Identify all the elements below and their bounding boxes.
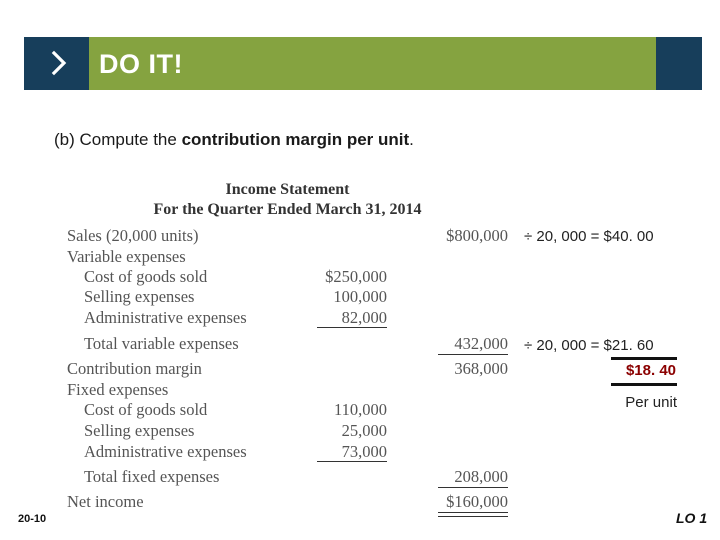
row-label-selling-fixed: Selling expenses [84,421,195,440]
contribution-margin-per-unit: $18. 40 [625,362,676,379]
chevron-right-icon [46,50,72,76]
slide-number: 20-10 [18,513,47,525]
banner-left-block [24,37,89,90]
admin-variable-amount: 82,000 [341,308,387,327]
selling-fixed-amount: 25,000 [341,421,387,440]
cogs-variable-amount: $250,000 [325,267,387,286]
prompt-prefix: (b) Compute the [54,130,182,149]
underline-total-fixed [438,487,508,488]
underline-fixed-subtotal [317,461,387,462]
sales-total: $800,000 [446,226,508,245]
header-banner [24,37,702,90]
statement-subtitle: For the Quarter Ended March 31, 2014 [153,201,422,218]
row-label-contribution-margin: Contribution margin [67,359,202,378]
learning-objective: LO 1 [676,510,708,526]
row-label-admin-fixed: Administrative expenses [84,442,247,461]
underline-total-variable [438,354,508,355]
row-label-sales: Sales (20,000 units) [67,226,199,245]
row-label-selling-variable: Selling expenses [84,287,195,306]
double-underline-bottom [438,516,508,517]
variable-per-unit-calc: ÷ 20, 000 = $21. 60 [524,337,654,354]
underline-variable-subtotal [317,327,387,328]
row-label-net-income: Net income [67,492,144,511]
page-title: DO IT! [99,49,183,79]
row-label-admin-variable: Administrative expenses [84,308,247,327]
cogs-fixed-amount: 110,000 [333,400,387,419]
result-rule-bottom [611,383,677,386]
result-rule-top [611,357,677,360]
row-label-fixed-expenses: Fixed expenses [67,380,169,399]
row-label-variable-expenses: Variable expenses [67,247,186,266]
row-label-cogs-fixed: Cost of goods sold [84,400,208,419]
total-variable-amount: 432,000 [454,334,508,353]
question-prompt [54,130,414,150]
contribution-margin-amount: 368,000 [454,359,508,378]
net-income-amount: $160,000 [446,492,508,511]
row-label-cogs-variable: Cost of goods sold [84,267,208,286]
double-underline-top [438,512,508,513]
banner-title-bar [89,37,656,90]
banner-right-block [656,37,702,90]
row-label-total-fixed: Total fixed expenses [84,467,220,486]
total-fixed-amount: 208,000 [454,467,508,486]
selling-variable-amount: 100,000 [333,287,387,306]
per-unit-label: Per unit [625,394,677,411]
admin-fixed-amount: 73,000 [341,442,387,461]
statement-title: Income Statement [225,181,350,198]
sales-per-unit-calc: ÷ 20, 000 = $40. 00 [524,228,654,245]
prompt-suffix: . [409,130,414,149]
row-label-total-variable: Total variable expenses [84,334,239,353]
prompt-emphasis: contribution margin per unit [181,130,410,149]
